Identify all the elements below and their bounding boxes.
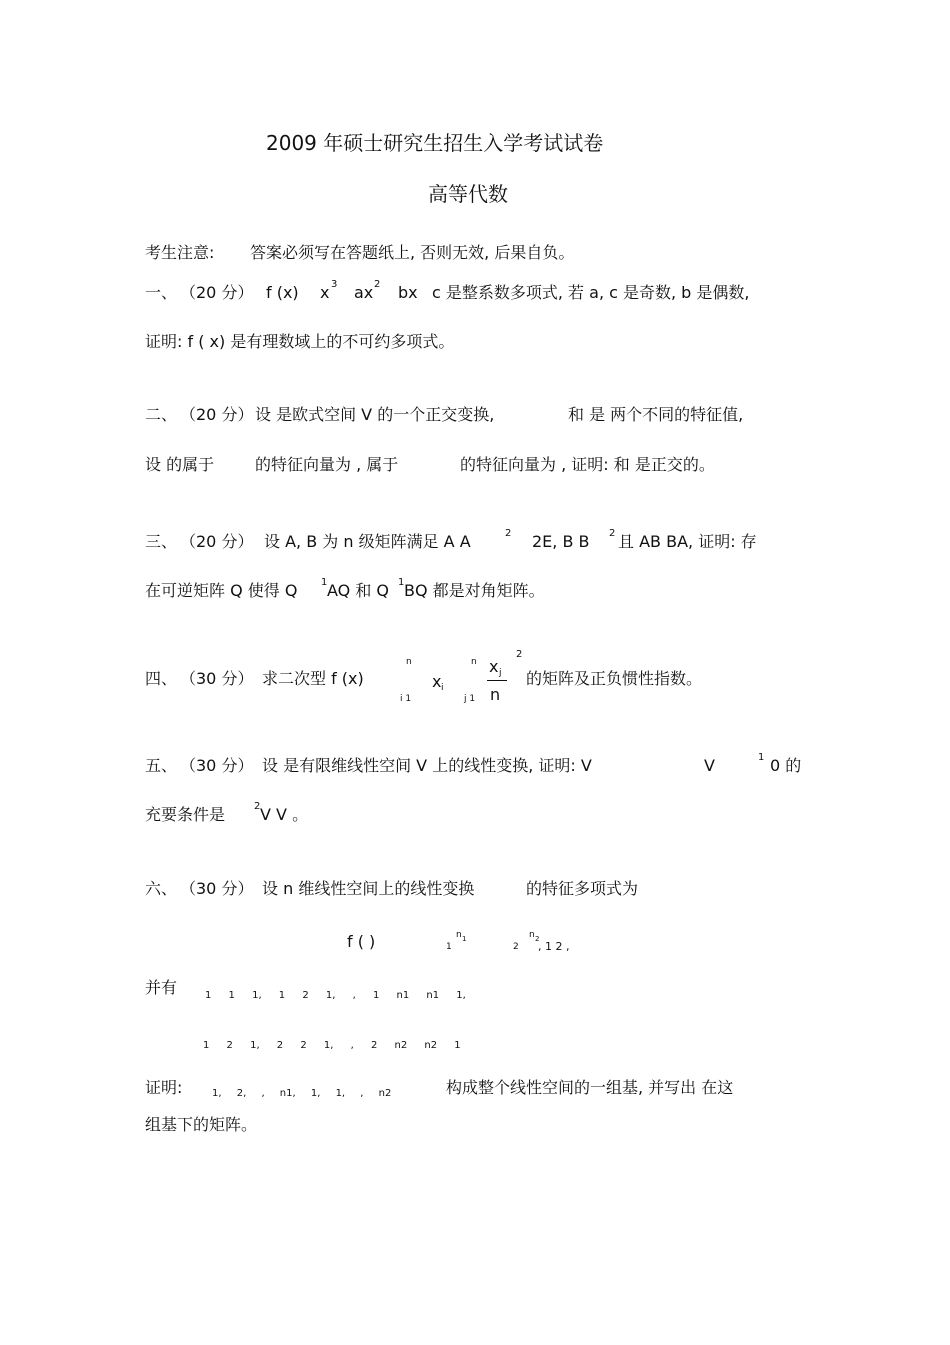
q1-ax: ax xyxy=(354,283,374,302)
question-score: （30 分） xyxy=(180,879,254,898)
q6-exp-n2-sub: 2 xyxy=(535,935,540,943)
question-number: 二、 xyxy=(145,405,178,424)
q5-exp2: 2 xyxy=(254,801,261,812)
question-score: （20 分） xyxy=(180,532,254,551)
q4-text1: 求二次型 f (x) xyxy=(262,669,364,688)
question-number: 三、 xyxy=(145,532,178,551)
q1-exp2: 2 xyxy=(374,279,381,290)
q4-xi: x xyxy=(432,672,442,691)
q5-text2: 0 的 xyxy=(770,756,802,775)
q1-line2: 证明: f ( x) 是有理数域上的不可约多项式。 xyxy=(145,332,455,351)
q5-exp1: 1 xyxy=(758,752,765,763)
q6-relation-row-1: 1 1 1, 1 2 1, , 1 n1 n1 1, xyxy=(205,990,466,1001)
q3-text2: 2E, B B xyxy=(532,532,590,551)
q6-basis-sequence: 1, 2, , n1, 1, 1, , n2 xyxy=(212,1088,392,1099)
q4-sum2-upper: n xyxy=(471,657,477,667)
q5-line2b: V V 。 xyxy=(260,805,309,824)
q3-line2b: AQ 和 Q xyxy=(327,581,390,600)
q5-text1: 设 是有限维线性空间 V 上的线性变换, 证明: V xyxy=(262,756,592,775)
q3-exp3: 1 xyxy=(321,577,328,588)
q4-xj-sub: j xyxy=(499,668,502,678)
q6-text1: 设 n 维线性空间上的线性变换 xyxy=(262,879,475,898)
q6-exp-n2: n xyxy=(529,930,535,940)
q1-exp3: 3 xyxy=(331,279,338,290)
question-score: （30 分） xyxy=(180,756,254,775)
q2-line1b: 和 是 两个不同的特征值, xyxy=(568,405,744,424)
notice-label: 考生注意: xyxy=(145,243,215,262)
q4-xi-sub: i xyxy=(441,683,444,693)
exam-subject: 高等代数 xyxy=(428,182,508,206)
q3-exp4: 1 xyxy=(398,577,405,588)
q2-line1a: 设 是欧式空间 V 的一个正交变换, xyxy=(255,405,495,424)
question-number: 一、 xyxy=(145,283,178,302)
q6-has: 并有 xyxy=(145,978,178,997)
q6-lambda2-sub: 2 xyxy=(513,942,519,952)
q6-text2: 的特征多项式为 xyxy=(526,879,639,898)
q6-proof-text: 构成整个线性空间的一组基, 并写出 在这 xyxy=(446,1078,734,1097)
question-number: 四、 xyxy=(145,669,178,688)
q4-fraction-bar xyxy=(487,680,507,681)
notice-text: 答案必须写在答题纸上, 否则无效, 后果自负。 xyxy=(250,243,575,262)
q2-line2a: 设 的属于 xyxy=(145,455,215,474)
q6-fx: f ( ) xyxy=(347,932,376,951)
q6-exp-n: n xyxy=(456,930,462,940)
q4-sum1-lower: i 1 xyxy=(400,694,412,704)
q1-rest: c 是整系数多项式, 若 a, c 是奇数, b 是偶数, xyxy=(432,283,750,302)
q4-xj: x xyxy=(489,657,499,676)
q2-line2c: 的特征向量为 , 证明: 和 是正交的。 xyxy=(460,455,715,474)
q3-line2a: 在可逆矩阵 Q 使得 Q xyxy=(145,581,298,600)
exam-title: 2009 年硕士研究生招生入学考试试卷 xyxy=(266,131,604,155)
q4-denominator: n xyxy=(490,685,501,704)
question-score: （30 分） xyxy=(180,669,254,688)
q1-bx: bx xyxy=(398,283,418,302)
question-score: （20 分） xyxy=(180,405,254,424)
q6-exp-n-sub: 1 xyxy=(462,935,467,943)
q5-line2a: 充要条件是 xyxy=(145,805,226,824)
q3-exp1: 2 xyxy=(505,528,512,539)
q5-v2: V xyxy=(704,756,715,775)
q3-text1: 设 A, B 为 n 级矩阵满足 A A xyxy=(264,532,471,551)
q6-lambda1-sub: 1 xyxy=(446,942,452,952)
q6-proof-label: 证明: xyxy=(145,1078,183,1097)
q6-relation-row-2: 1 2 1, 2 2 1, , 2 n2 n2 1 xyxy=(203,1040,461,1051)
question-number: 六、 xyxy=(145,879,178,898)
q3-text3: 且 AB BA, 证明: 存 xyxy=(618,532,757,551)
q1-x: x xyxy=(320,283,330,302)
question-score: （20 分） xyxy=(180,283,254,302)
q3-line2c: BQ 都是对角矩阵。 xyxy=(404,581,545,600)
q6-condition: , 1 2 , xyxy=(538,940,570,953)
question-number: 五、 xyxy=(145,756,178,775)
q2-line2b: 的特征向量为 , 属于 xyxy=(255,455,399,474)
q4-sum2-lower: j 1 xyxy=(464,694,476,704)
q3-exp2: 2 xyxy=(609,528,616,539)
q4-exp2: 2 xyxy=(516,649,523,660)
q4-text2: 的矩阵及正负惯性指数。 xyxy=(526,669,703,688)
q4-sum1-upper: n xyxy=(406,657,412,667)
q6-last-line: 组基下的矩阵。 xyxy=(145,1115,258,1134)
q1-fx: f (x) xyxy=(266,283,299,302)
